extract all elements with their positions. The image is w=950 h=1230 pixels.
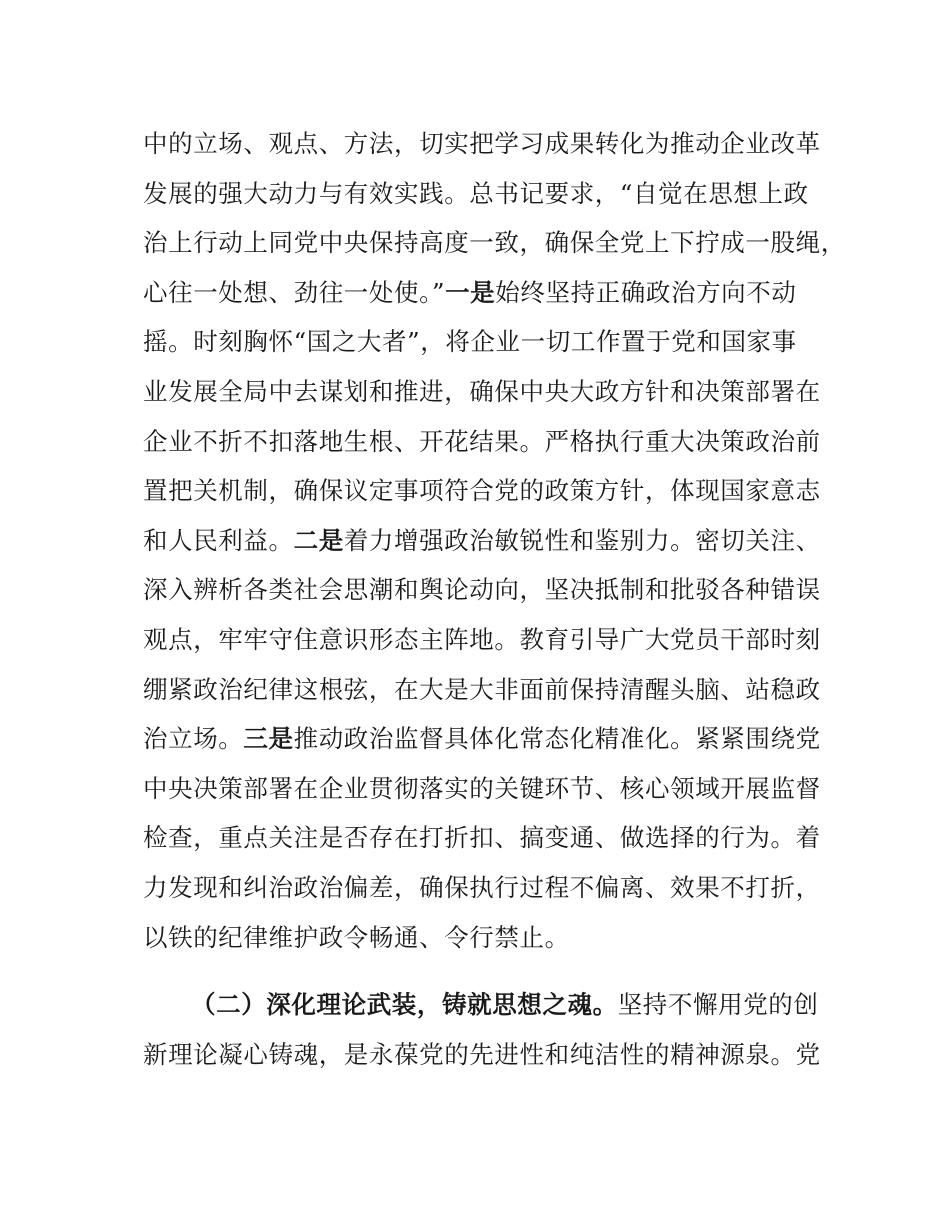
point-marker-one: 一是 xyxy=(445,277,496,307)
section-heading: （二）深化理论武装，铸就思想之魂。 xyxy=(191,990,618,1019)
text-line: 中的立场、观点、方法，切实把学习成果转化为推动企业改革 xyxy=(143,129,821,158)
text-line: 观点，牢牢守住意识形态主阵地。教育引导广大党员干部时刻 xyxy=(143,624,821,654)
paragraph-theory-armament xyxy=(143,980,823,1079)
text-line: 发展的强大动力与有效实践。总书记要求，“自觉在思想上政 xyxy=(143,178,809,208)
text-line: 中央决策部署在企业贯彻落实的关键环节、核心领域开展监督 xyxy=(143,773,821,803)
text-line: 企业不折不扣落地生根、开花结果。严格执行重大决策政治前 xyxy=(143,426,821,456)
text-line: 力发现和纠治政治偏差，确保执行过程不偏离、效果不打折， xyxy=(143,872,821,902)
text-line: 检查，重点关注是否存在打折扣、搞变通、做选择的行为。着 xyxy=(143,823,821,853)
text-line: 业发展全局中去谋划和推进，确保中央大政方针和决策部署在 xyxy=(143,376,821,406)
text-line: 以铁的纪律维护政令畅通、令行禁止。 xyxy=(143,922,570,952)
point-marker-two: 二是 xyxy=(293,525,344,555)
text-line: 摇。时刻胸怀“国之大者”，将企业一切工作置于党和国家事 xyxy=(143,327,797,357)
paragraph-political-direction xyxy=(143,119,846,962)
text-line: 新理论凝心铸魂，是永葆党的先进性和纯洁性的精神源泉。党 xyxy=(143,1039,821,1069)
text-line: 心往一处想、劲往一处使。”一是始终坚持正确政治方向不动 xyxy=(143,277,797,307)
text-line: 治立场。三是推动政治监督具体化常态化精准化。紧紧围绕党 xyxy=(143,724,821,754)
point-marker-three: 三是 xyxy=(243,724,294,754)
text-line: 绷紧政治纪律这根弦，在大是大非面前保持清醒头脑、站稳政 xyxy=(143,674,821,704)
text-line: 置把关机制，确保议定事项符合党的政策方针，体现国家意志 xyxy=(143,476,821,506)
text-line: 治上行动上同党中央保持高度一致，确保全党上下拧成一股绳， xyxy=(143,228,846,258)
text-line: （二）深化理论武装，铸就思想之魂。坚持不懈用党的创 xyxy=(191,990,819,1019)
text-line: 深入辨析各类社会思潮和舆论动向，坚决抵制和批驳各种错误 xyxy=(143,575,821,605)
text-line: 和人民利益。二是着力增强政治敏锐性和鉴别力。密切关注、 xyxy=(143,525,821,555)
